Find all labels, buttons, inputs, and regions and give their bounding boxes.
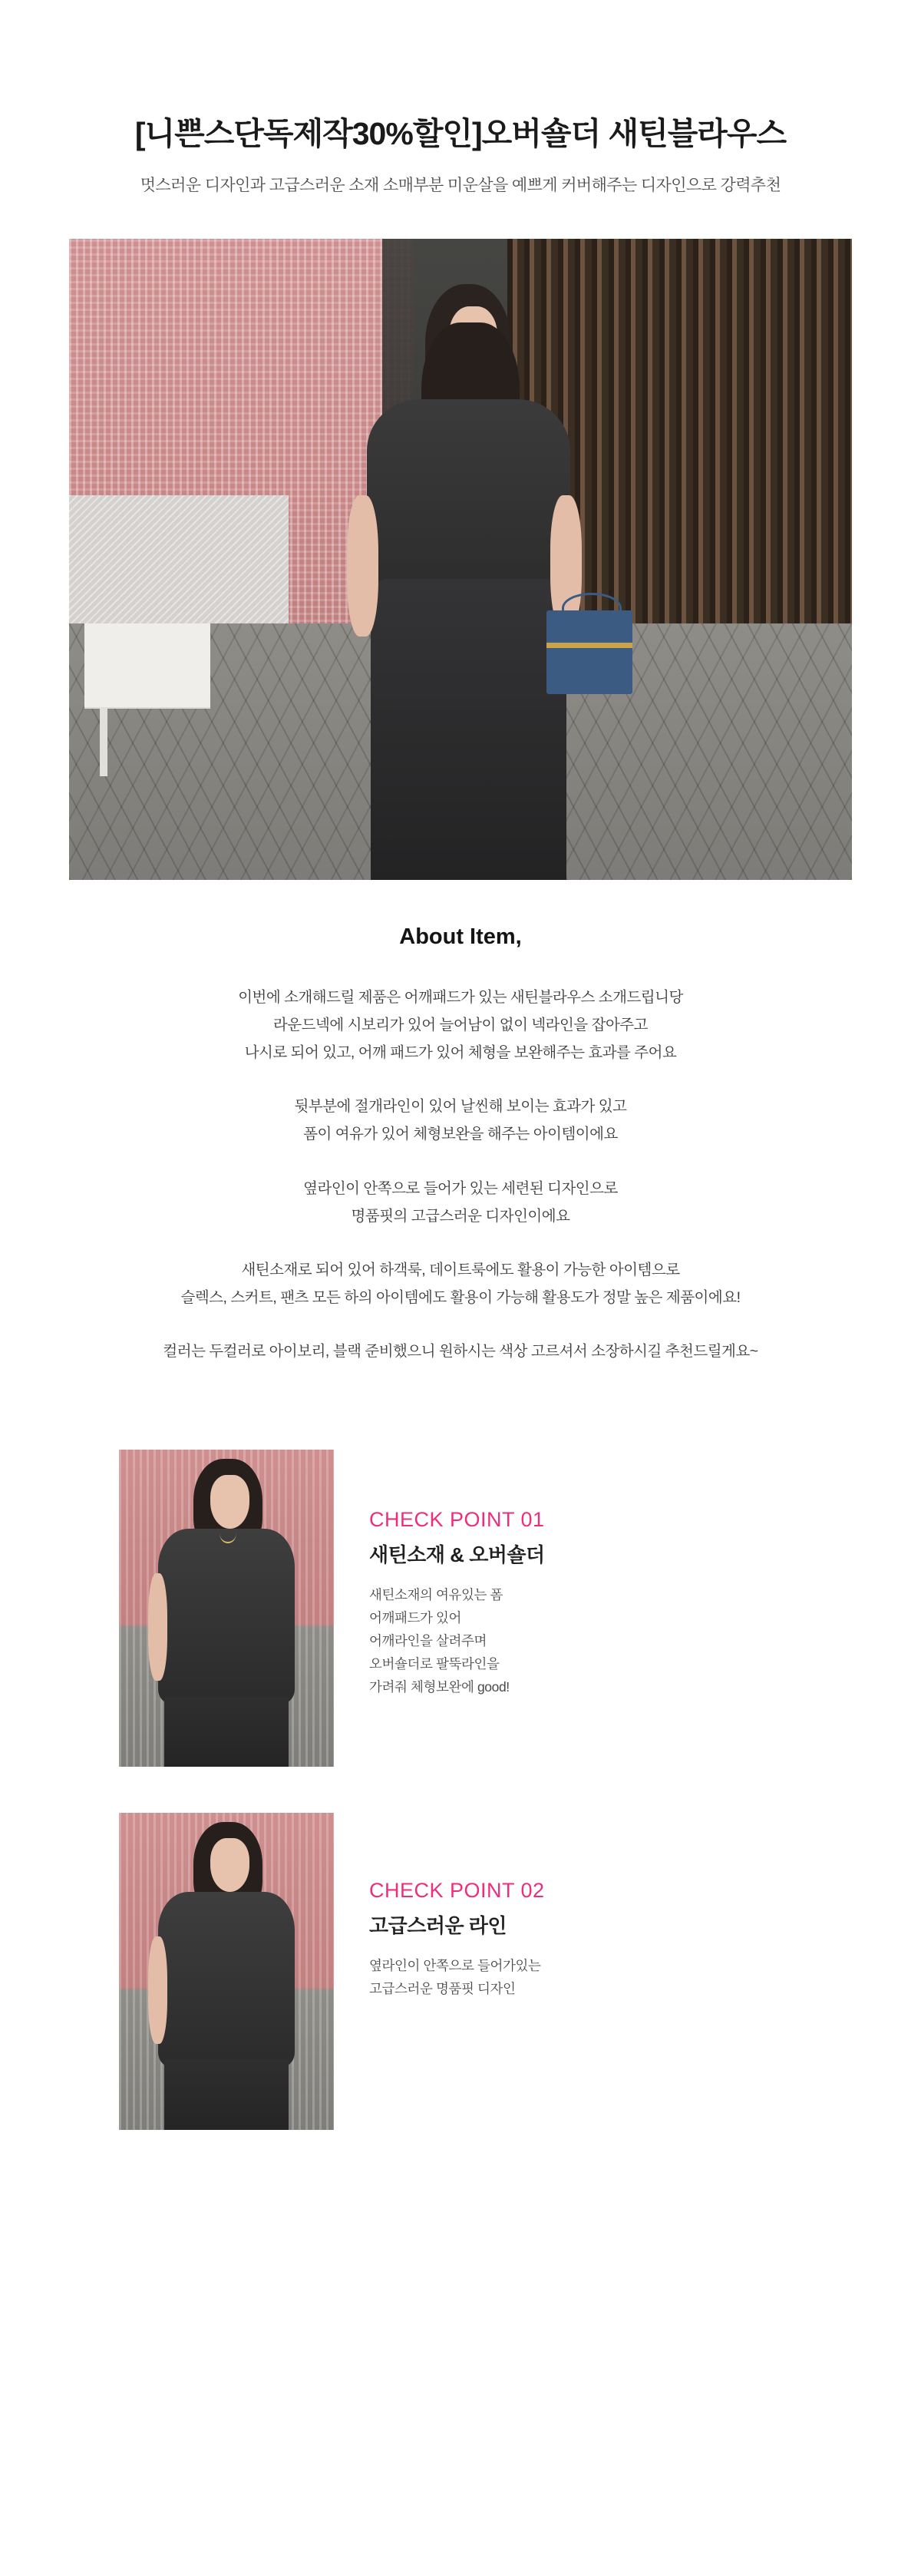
checkpoint-line: 옆라인이 안쪽으로 들어가있는	[369, 1957, 541, 1973]
checkpoint-item	[119, 1450, 921, 1767]
about-paragraph	[0, 1256, 921, 1311]
checkpoint-text-01	[334, 1450, 545, 1698]
handbag	[546, 610, 632, 694]
hero-product-photo	[69, 239, 852, 880]
model-left-arm	[347, 495, 378, 637]
model-blouse	[158, 1529, 295, 1703]
checkpoint-title: 고급스러운 라인	[369, 1913, 507, 1937]
checkpoint-line: 새틴소재의 여유있는 폼	[369, 1586, 503, 1602]
model-figure	[145, 1822, 309, 2130]
about-item-section	[0, 924, 921, 1365]
about-line: 새틴소재로 되어 있어 하객룩, 데이트룩에도 활용이 가능한 아이템으로	[241, 1261, 680, 1278]
product-header	[0, 0, 921, 196]
checkpoint-text-02	[334, 1813, 545, 2000]
checkpoint-line: 오버숄더로 팔뚝라인을	[369, 1656, 500, 1672]
about-line: 명품핏의 고급스러운 디자인이에요	[351, 1207, 570, 1225]
about-body	[0, 984, 921, 1365]
hero-image-wrap	[0, 239, 921, 880]
model-blouse	[158, 1892, 295, 2066]
model-blouse	[367, 399, 570, 598]
about-line: 슬렉스, 스커트, 팬츠 모든 하의 아이템에도 활용이 가능해 활용도가 정말 높은 제품이에요!	[180, 1288, 741, 1306]
about-line: 이번에 소개해드릴 제품은 어깨패드가 있는 새틴블라우스 소개드립니당	[238, 989, 683, 1007]
handbag-clasp	[546, 643, 632, 648]
model-face	[210, 1475, 249, 1529]
page-subtitle: 멋스러운 디자인과 고급스러운 소재 소매부분 미운살을 예쁘게 커버해주는 디자인으로 강력추천	[140, 177, 781, 195]
about-line: 폼이 여유가 있어 체형보완을 해주는 아이템이에요	[303, 1126, 618, 1143]
about-heading: About Item,	[399, 924, 522, 950]
model-pants	[164, 2060, 289, 2130]
model-arm	[148, 1936, 168, 2044]
checkpoint-line: 고급스러운 명품핏 디자인	[369, 1980, 516, 1996]
about-paragraph	[0, 984, 921, 1066]
model-face	[210, 1838, 249, 1892]
about-line: 라운드넥에 시보리가 있어 늘어남이 없이 넥라인을 잡아주고	[273, 1017, 648, 1034]
model-pants	[371, 579, 566, 880]
checkpoint-description	[369, 1954, 545, 2000]
checkpoint-line: 어깨라인을 살려주며	[369, 1633, 487, 1648]
about-paragraph	[0, 1093, 921, 1148]
checkpoint-label: CHECK POINT 01	[369, 1507, 545, 1531]
checkpoint-description	[369, 1583, 545, 1698]
checkpoint-photo-01	[119, 1450, 334, 1767]
checkpoint-label: CHECK POINT 02	[369, 1878, 545, 1902]
necklace	[220, 1523, 236, 1543]
checkpoint-line: 어깨패드가 있어	[369, 1609, 461, 1625]
model-pants	[164, 1697, 289, 1767]
about-paragraph	[0, 1175, 921, 1230]
white-bench	[84, 623, 210, 707]
about-line: 뒷부분에 절개라인이 있어 날씬해 보이는 효과가 있고	[294, 1098, 627, 1116]
about-line: 옆라인이 안쪽으로 들어가 있는 세련된 디자인으로	[303, 1179, 618, 1197]
checkpoint-item	[119, 1813, 921, 2130]
page-title: [니쁜스단독제작30%할인]오버숄더 새틴블라우스	[134, 116, 787, 151]
checkpoint-title: 새틴소재 & 오버숄더	[369, 1543, 545, 1566]
checkpoint-photo-02	[119, 1813, 334, 2130]
model-figure	[145, 1459, 309, 1767]
about-paragraph	[0, 1338, 921, 1365]
checkpoint-line: 가려줘 체형보완에 good!	[369, 1679, 510, 1695]
model-arm	[148, 1573, 168, 1681]
about-line: 나시로 되어 있고, 어깨 패드가 있어 체형을 보완해주는 효과를 주어요	[244, 1044, 677, 1062]
about-line: 컬러는 두컬러로 아이보리, 블랙 준비했으니 원하시는 색상 고르셔서 소장하시길 추천드릴게요~	[163, 1342, 758, 1360]
checkpoint-section	[0, 1450, 921, 2130]
